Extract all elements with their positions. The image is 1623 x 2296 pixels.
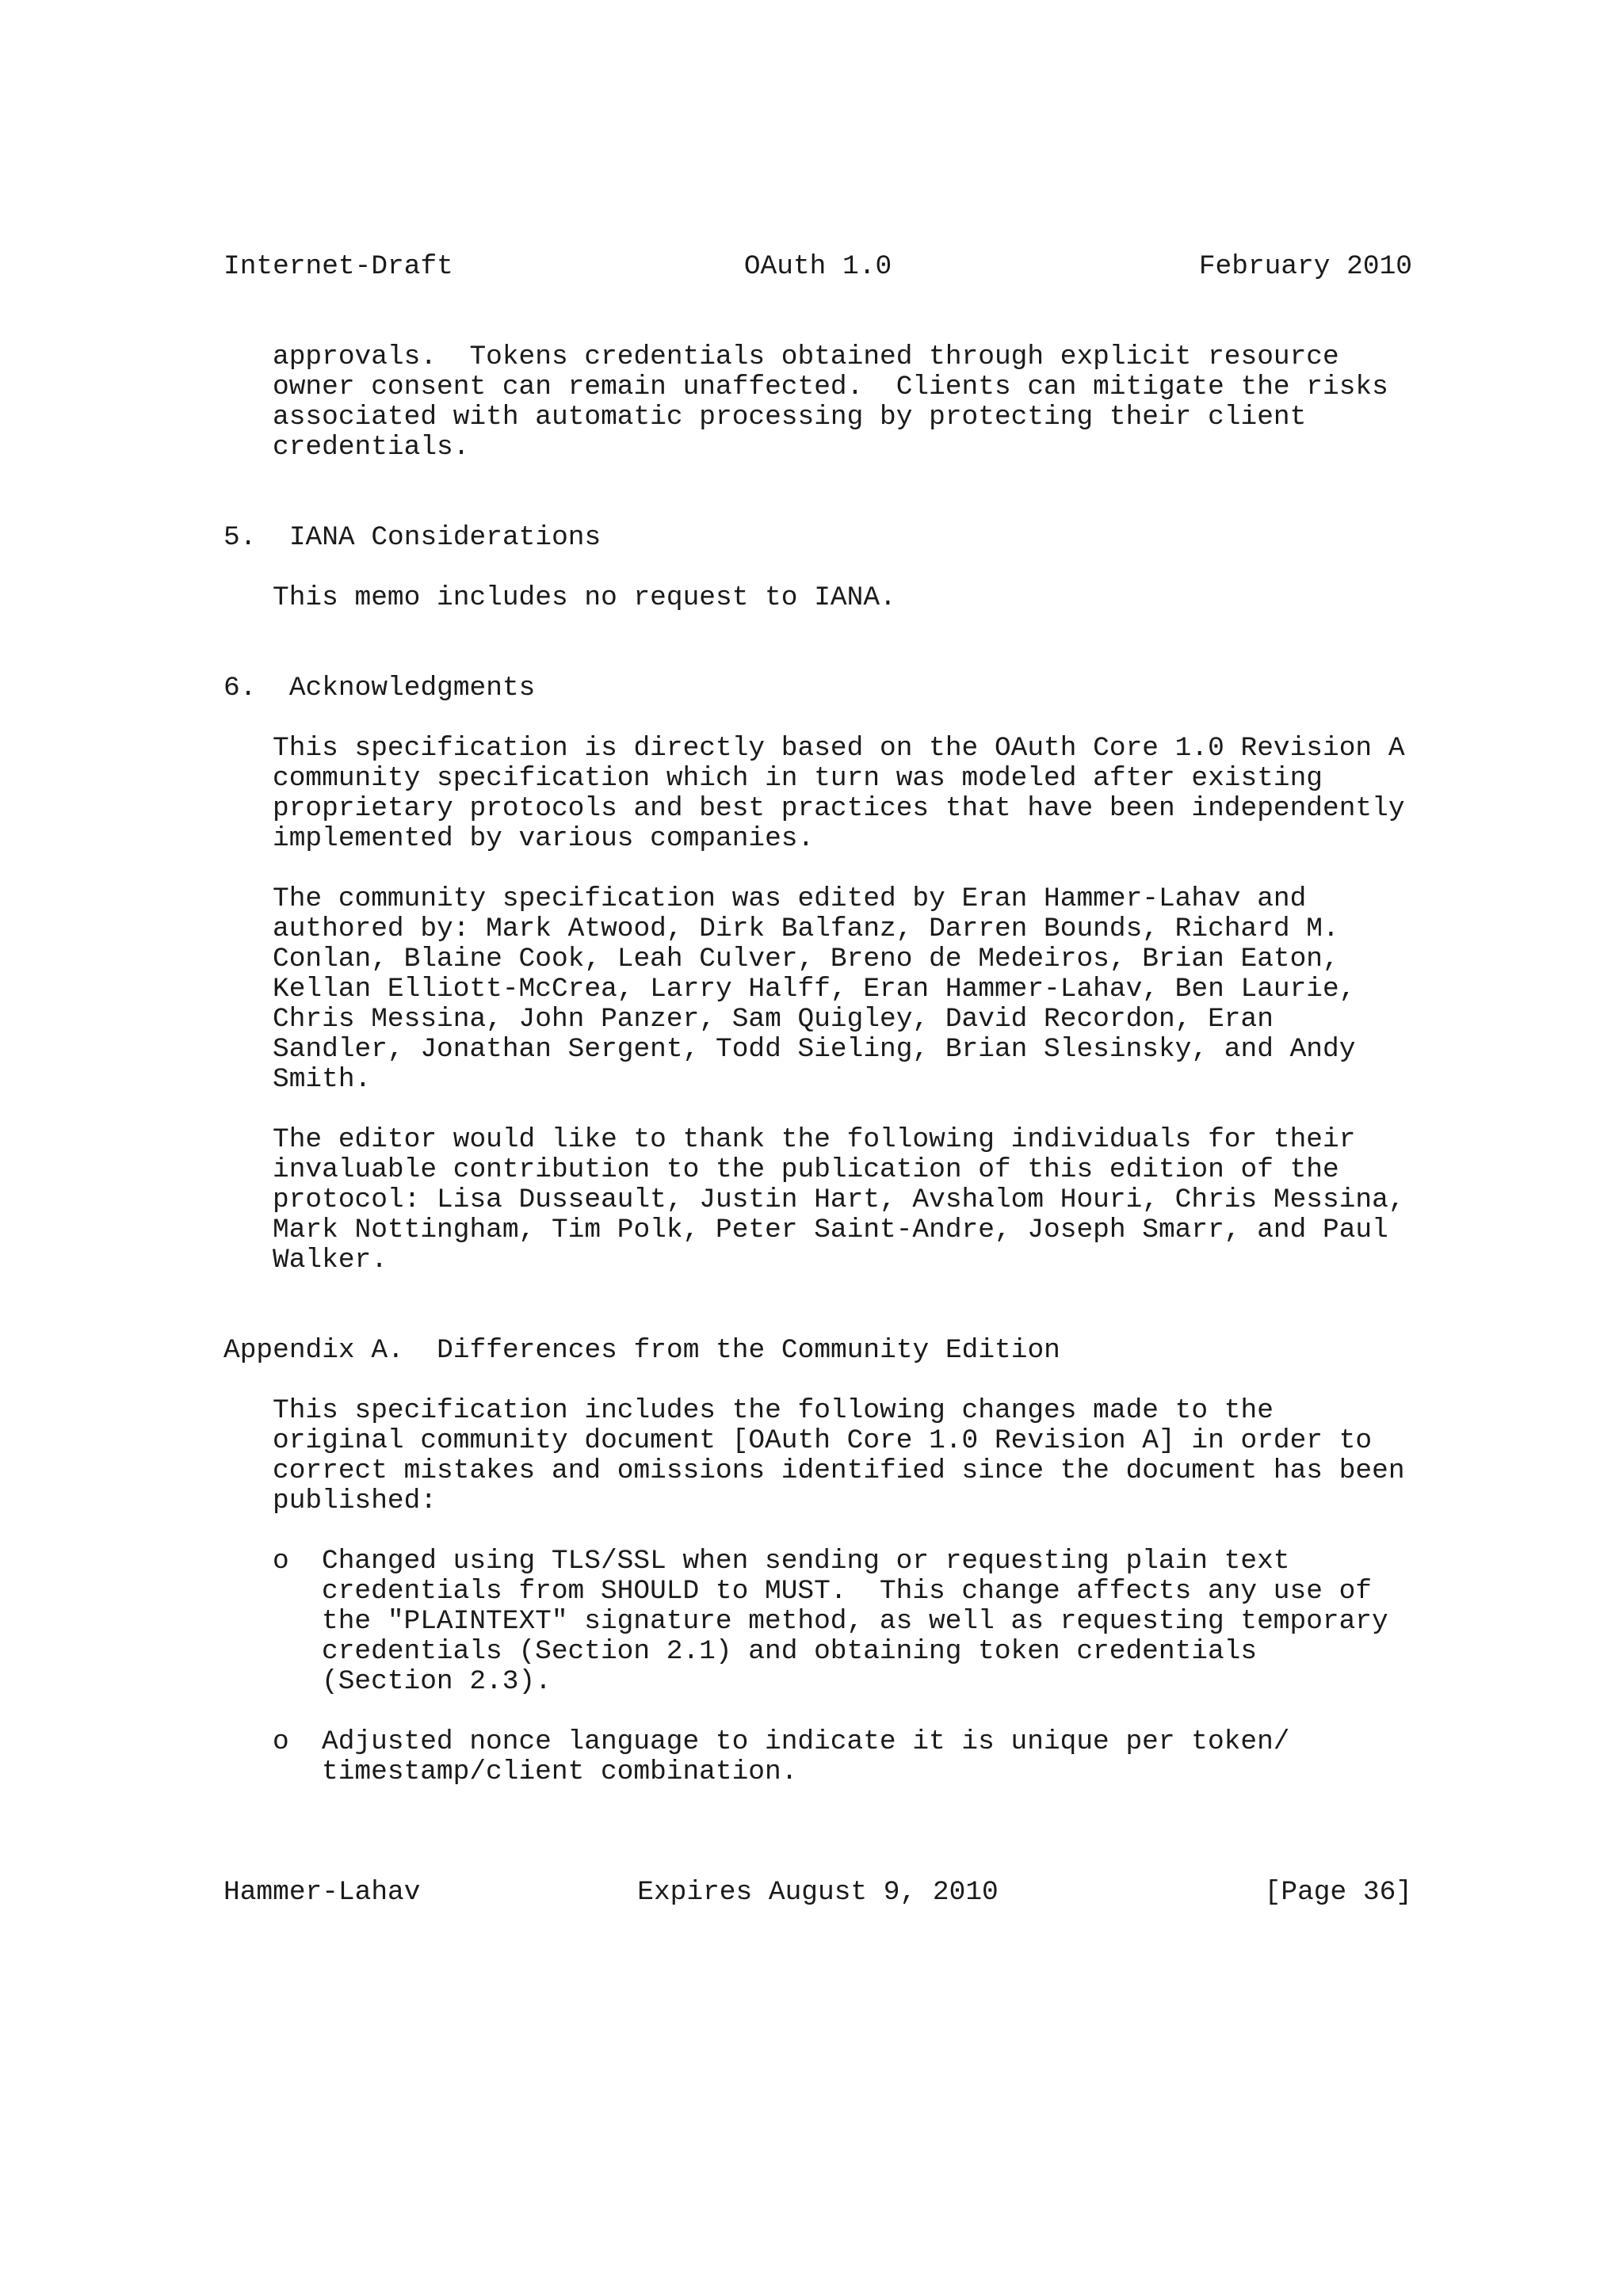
text-line: This specification includes the following changes made to the [273,1395,1274,1426]
footer-left: Hammer-Lahav [223,1877,421,1908]
text-line: Chris Messina, John Panzer, Sam Quigley, David Recordon, Eran [273,1004,1274,1035]
bullet-marker: o [273,1546,289,1577]
text-line: original community document [OAuth Core 1.0 Revision A] in order to [273,1425,1373,1456]
footer-center: Expires August 9, 2010 [637,1877,999,1908]
text-line: owner consent can remain unaffected. Clients can mitigate the risks [273,372,1388,402]
text-line: approvals. Tokens credentials obtained through explicit resource [273,341,1339,372]
bullet-marker: o [273,1726,289,1757]
text-line: credentials. [273,432,470,463]
appendix-a-heading: Appendix A. Differences from the Community Edition [223,1335,1060,1366]
text-line: This memo includes no request to IANA. [273,582,896,613]
footer-right: [Page 36] [1264,1877,1412,1908]
header-left: Internet-Draft [223,251,453,282]
header-right: February 2010 [1198,251,1412,282]
text-line: Kellan Elliott-McCrea, Larry Halff, Eran Hammer-Lahav, Ben Laurie, [273,974,1356,1005]
running-header [223,252,1412,282]
section-6-heading: 6. Acknowledgments [223,673,536,704]
text-line: associated with automatic processing by protecting their client [273,402,1307,433]
text-line: Changed using TLS/SSL when sending or requesting plain text [322,1546,1290,1577]
section-5-heading: 5. IANA Considerations [223,522,601,553]
text-line: Sandler, Jonathan Sergent, Todd Sieling, Brian Slesinsky, and Andy [273,1034,1356,1065]
text-line: timestamp/client combination. [322,1756,798,1787]
text-line: invaluable contribution to the publication of this edition of the [273,1154,1339,1185]
text-line: implemented by various companies. [273,823,815,854]
text-line: correct mistakes and omissions identified since the document has been [273,1455,1405,1486]
text-line: Walker. [273,1245,388,1276]
text-line: Conlan, Blaine Cook, Leah Culver, Breno de Medeiros, Brian Eaton, [273,944,1339,974]
text-line: This specification is directly based on the OAuth Core 1.0 Revision A [273,733,1405,764]
header-center: OAuth 1.0 [743,251,892,282]
text-line: Mark Nottingham, Tim Polk, Peter Saint-Andre, Joseph Smarr, and Paul [273,1215,1388,1245]
text-line: published: [273,1486,437,1516]
text-line: the "PLAINTEXT" signature method, as well as requesting temporary [322,1606,1388,1637]
text-line: (Section 2.3). [322,1666,552,1697]
text-line: The editor would like to thank the following individuals for their [273,1124,1356,1155]
text-line: Smith. [273,1064,372,1095]
text-line: community specification which in turn was modeled after existing [273,763,1323,794]
running-footer [223,1878,1412,1908]
text-line: authored by: Mark Atwood, Dirk Balfanz, Darren Bounds, Richard M. [273,913,1339,944]
text-line: The community specification was edited by Eran Hammer-Lahav and [273,883,1307,914]
text-line: credentials from SHOULD to MUST. This change affects any use of [322,1576,1373,1607]
text-line: proprietary protocols and best practices that have been independently [273,793,1405,824]
text-line: credentials (Section 2.1) and obtaining token credentials [322,1636,1258,1667]
text-line: Adjusted nonce language to indicate it is unique per token/ [322,1726,1290,1757]
text-line: protocol: Lisa Dusseault, Justin Hart, Avshalom Houri, Chris Messina, [273,1184,1405,1215]
